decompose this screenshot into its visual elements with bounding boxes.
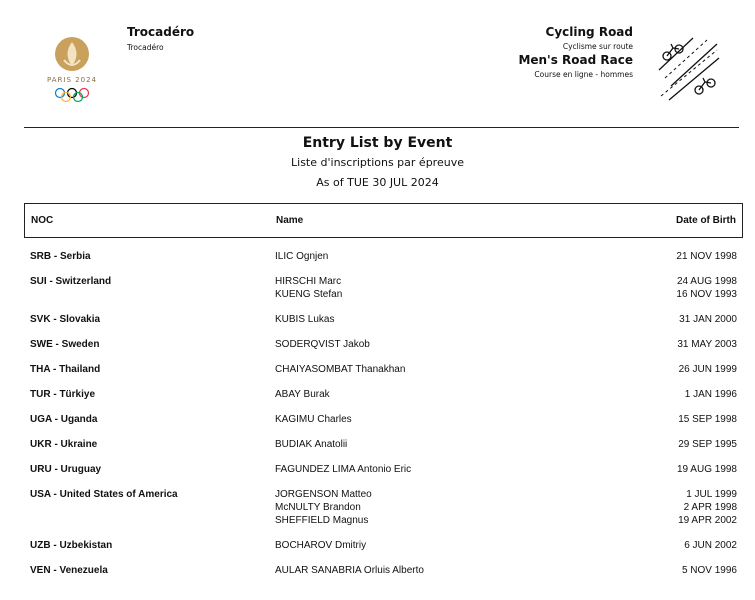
dob-cell [603, 338, 743, 351]
venue-block [127, 25, 194, 52]
noc-cell: UKR - Ukraine [30, 439, 98, 450]
table-row [24, 275, 743, 301]
table-header [24, 203, 743, 238]
athlete-dob: 1 JUL 1999 [686, 489, 737, 500]
athlete-dob: 19 APR 2002 [678, 515, 737, 526]
dob-cell [603, 388, 743, 401]
dob-cell [603, 564, 743, 577]
table-row [24, 363, 743, 376]
athlete-name: AULAR SANABRIA Orluis Alberto [275, 565, 424, 576]
table-row [24, 438, 743, 451]
names-cell [275, 539, 603, 552]
dob-cell [603, 463, 743, 476]
venue-subtitle: Trocadéro [127, 43, 164, 52]
athlete-name: McNULTY Brandon [275, 502, 361, 513]
athlete-dob: 15 SEP 1998 [678, 414, 737, 425]
athlete-dob: 1 JAN 1996 [684, 389, 737, 400]
column-header-dob: Date of Birth [676, 215, 736, 226]
athlete-dob: 21 NOV 1998 [676, 251, 737, 262]
table-row [24, 313, 743, 326]
names-cell [275, 363, 603, 376]
noc-cell: SVK - Slovakia [30, 314, 101, 325]
table-row [24, 388, 743, 401]
athlete-name: FAGUNDEZ LIMA Antonio Eric [275, 464, 412, 475]
athlete-name: ABAY Burak [275, 389, 330, 400]
column-header-noc: NOC [31, 215, 54, 226]
dob-cell [603, 488, 743, 527]
page-title: Entry List by Event [302, 135, 453, 151]
names-cell [275, 338, 603, 351]
athlete-name: JORGENSON Matteo [275, 489, 372, 500]
noc-cell: SUI - Switzerland [30, 276, 112, 287]
noc-cell: TUR - Türkiye [30, 389, 96, 400]
athlete-dob: 6 JUN 2002 [684, 540, 737, 551]
dob-cell [603, 313, 743, 326]
athlete-dob: 24 AUG 1998 [676, 276, 737, 287]
athlete-dob: 2 APR 1998 [683, 502, 737, 513]
column-header-name: Name [276, 215, 304, 226]
athlete-name: ILIC Ognjen [275, 251, 329, 262]
sport-title-fr: Cyclisme sur route [562, 42, 633, 51]
noc-cell: UZB - Uzbekistan [30, 540, 113, 551]
athlete-name: KUBIS Lukas [275, 314, 335, 325]
athlete-dob: 26 JUN 1999 [678, 364, 737, 375]
dob-cell [603, 539, 743, 552]
athlete-name: CHAIYASOMBAT Thanakhan [275, 364, 406, 375]
noc-cell: URU - Uruguay [30, 464, 102, 475]
table-row [24, 463, 743, 476]
entry-table-body [24, 250, 743, 589]
dob-cell [603, 413, 743, 426]
athlete-dob: 16 NOV 1993 [676, 289, 737, 300]
athlete-name: BUDIAK Anatolii [275, 439, 348, 450]
noc-cell: UGA - Uganda [30, 414, 98, 425]
table-row [24, 488, 743, 527]
athlete-dob: 31 MAY 2003 [677, 339, 737, 350]
table-row [24, 250, 743, 263]
names-cell [275, 250, 603, 263]
event-title: Men's Road Race [518, 53, 633, 67]
table-row [24, 539, 743, 552]
names-cell [275, 564, 603, 577]
noc-cell: THA - Thailand [30, 364, 101, 375]
dob-cell [603, 250, 743, 263]
table-row [24, 413, 743, 426]
noc-cell: SRB - Serbia [30, 251, 91, 262]
noc-cell: SWE - Sweden [30, 339, 100, 350]
event-title-fr: Course en ligne - hommes [534, 70, 633, 79]
names-cell [275, 413, 603, 426]
dob-cell [603, 363, 743, 376]
athlete-dob: 31 JAN 2000 [679, 314, 737, 325]
table-row [24, 564, 743, 577]
olympic-rings-icon [54, 87, 90, 103]
header-divider [24, 127, 739, 128]
names-cell [275, 438, 603, 451]
athlete-dob: 29 SEP 1995 [678, 439, 737, 450]
athlete-name: SHEFFIELD Magnus [275, 515, 369, 526]
athlete-name: HIRSCHI Marc [275, 276, 342, 287]
dob-cell [603, 438, 743, 451]
names-cell [275, 463, 603, 476]
names-cell [275, 275, 603, 301]
dob-cell [603, 275, 743, 301]
names-cell [275, 488, 603, 527]
event-block [518, 25, 633, 79]
as-of-date: As of TUE 30 JUL 2024 [316, 176, 439, 189]
venue-title: Trocadéro [127, 25, 195, 39]
cycling-road-pictogram-icon [655, 36, 721, 102]
athlete-name: KAGIMU Charles [275, 414, 352, 425]
names-cell [275, 313, 603, 326]
athlete-dob: 19 AUG 1998 [676, 464, 737, 475]
noc-cell: VEN - Venezuela [30, 565, 108, 576]
athlete-name: KUENG Stefan [275, 289, 343, 300]
athlete-dob: 5 NOV 1996 [681, 565, 737, 576]
sport-title: Cycling Road [545, 25, 633, 39]
page-subtitle-fr: Liste d'inscriptions par épreuve [291, 156, 464, 169]
logo-text: PARIS 2024 [47, 76, 97, 84]
athlete-name: SODERQVIST Jakob [275, 339, 370, 350]
noc-cell: USA - United States of America [30, 489, 178, 500]
athlete-name: BOCHAROV Dmitriy [275, 540, 367, 551]
names-cell [275, 388, 603, 401]
table-row [24, 338, 743, 351]
